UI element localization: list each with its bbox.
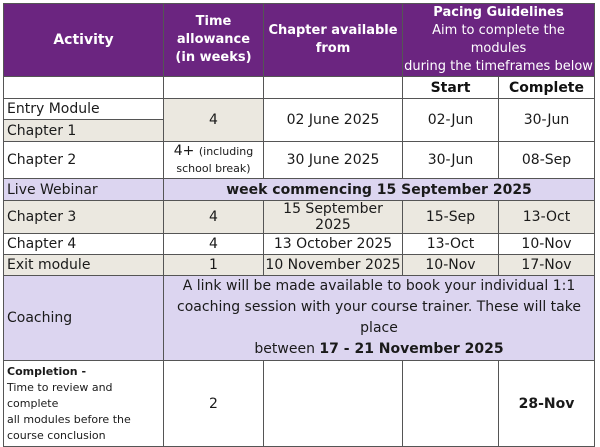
coaching-dates: 17 - 21 November 2025	[319, 341, 504, 357]
time-allowance-line1: Time	[195, 14, 232, 29]
table-row	[4, 234, 595, 255]
chapter2-label: Chapter 2	[4, 142, 164, 179]
table-row	[4, 142, 595, 179]
chapter4-label: Chapter 4	[4, 234, 164, 255]
exit-module-complete: 17-Nov	[499, 255, 595, 276]
time-allowance-line3: (in weeks)	[175, 50, 252, 65]
completion-weeks: 2	[164, 361, 264, 447]
chapter2-start: 30-Jun	[403, 142, 499, 179]
time-allowance-line2: allowance	[176, 32, 251, 47]
chapter4-weeks: 4	[164, 234, 264, 255]
chapter1-start: 02-Jun	[403, 99, 499, 142]
chapter3-start: 15-Sep	[403, 201, 499, 234]
exit-module-available: 10 November 2025	[264, 255, 403, 276]
completion-available	[264, 361, 403, 447]
chapter4-complete: 10-Nov	[499, 234, 595, 255]
pacing-guidelines-header	[403, 4, 595, 77]
chapter4-available: 13 October 2025	[264, 234, 403, 255]
coaching-line1: A link will be made available to book your individual 1:1	[182, 278, 576, 294]
entry-module-label: Entry Module	[4, 99, 164, 120]
chapter4-start: 13-Oct	[403, 234, 499, 255]
exit-module-weeks: 1	[164, 255, 264, 276]
completion-complete: 28-Nov	[499, 361, 595, 447]
start-header: Start	[403, 77, 499, 99]
completion-start	[403, 361, 499, 447]
chapter1-weeks: 4	[164, 99, 264, 142]
chapter2-weeks-cell	[164, 142, 264, 179]
chapter-available-header	[264, 4, 403, 77]
coaching-label: Coaching	[4, 276, 164, 361]
chapter-available-line1: Chapter available	[268, 23, 398, 38]
table-row	[4, 276, 595, 361]
table-row	[4, 361, 595, 447]
exit-module-start: 10-Nov	[403, 255, 499, 276]
blank-subheader-activity	[4, 77, 164, 99]
live-webinar-note: week commencing 15 September 2025	[164, 179, 595, 201]
chapter2-complete: 08-Sep	[499, 142, 595, 179]
chapter2-available: 30 June 2025	[264, 142, 403, 179]
completion-line1: Time to review and complete	[7, 380, 113, 410]
header-row	[4, 4, 595, 77]
blank-subheader-weeks	[164, 77, 264, 99]
coaching-line3-prefix: between	[254, 341, 320, 357]
chapter-available-line2: from	[315, 41, 351, 56]
complete-header: Complete	[499, 77, 595, 99]
coaching-note	[164, 276, 595, 361]
chapter3-available: 15 September 2025	[264, 201, 403, 234]
chapter3-weeks: 4	[164, 201, 264, 234]
activity-header: Activity	[4, 4, 164, 77]
table-row	[4, 255, 595, 276]
chapter2-weeks-note1: (including	[198, 145, 254, 158]
table-row	[4, 201, 595, 234]
completion-label	[4, 361, 164, 447]
subheader-row	[4, 77, 595, 99]
chapter1-label: Chapter 1	[4, 120, 164, 142]
coaching-line2: coaching session with your course trainer. These will take place	[177, 299, 581, 336]
blank-subheader-available	[264, 77, 403, 99]
pacing-title: Pacing Guidelines	[433, 5, 564, 20]
completion-line3: course conclusion	[7, 428, 106, 442]
table-row	[4, 179, 595, 201]
time-allowance-header	[164, 4, 264, 77]
exit-module-label: Exit module	[4, 255, 164, 276]
chapter3-complete: 13-Oct	[499, 201, 595, 234]
chapter2-weeks: 4+	[173, 143, 195, 159]
chapter3-label: Chapter 3	[4, 201, 164, 234]
pacing-table-container	[3, 3, 595, 447]
pacing-table	[3, 3, 595, 447]
live-webinar-label: Live Webinar	[4, 179, 164, 201]
pacing-subtitle-line2: during the timeframes below	[404, 59, 593, 74]
table-row	[4, 99, 595, 120]
chapter1-complete: 30-Jun	[499, 99, 595, 142]
completion-title: Completion -	[7, 364, 87, 378]
pacing-subtitle-line1: Aim to complete the modules	[432, 23, 565, 56]
chapter1-available: 02 June 2025	[264, 99, 403, 142]
completion-line2: all modules before the	[7, 412, 131, 426]
chapter2-weeks-note2: school break)	[176, 162, 251, 175]
